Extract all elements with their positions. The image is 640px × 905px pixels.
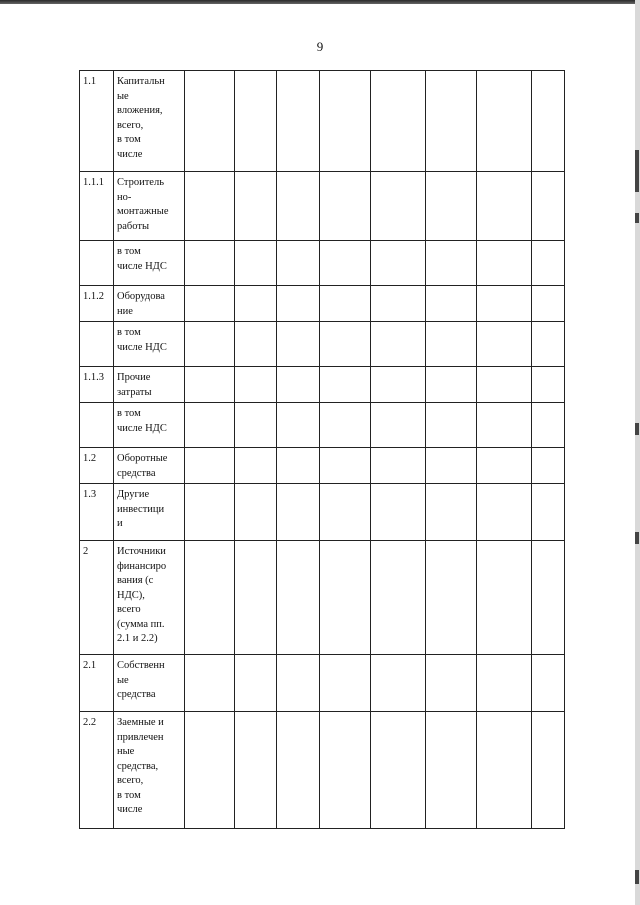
row-label: Заемные и привлечен ные средства, всего, в том числе (114, 712, 185, 829)
table-row (80, 322, 565, 367)
empty-cell (426, 403, 477, 448)
empty-cell (477, 541, 532, 655)
empty-cell (532, 712, 565, 829)
empty-cell (235, 71, 277, 172)
scan-mark (635, 423, 639, 435)
empty-cell (426, 322, 477, 367)
empty-cell (426, 655, 477, 712)
empty-cell (277, 712, 320, 829)
empty-cell (371, 367, 426, 403)
empty-cell (426, 367, 477, 403)
empty-cell (185, 541, 235, 655)
scan-mark (635, 532, 639, 544)
empty-cell (277, 367, 320, 403)
empty-cell (477, 241, 532, 286)
row-label: Оборудова ние (114, 286, 185, 322)
table-row (80, 655, 565, 712)
empty-cell (426, 71, 477, 172)
empty-cell (277, 71, 320, 172)
row-label: в том числе НДС (114, 241, 185, 286)
row-label: Источники финансиро вания (с НДС), всего (сумма пп. 2.1 и 2.2) (114, 541, 185, 655)
row-number: 1.2 (80, 448, 114, 484)
row-number (80, 241, 114, 286)
row-number: 1.1.1 (80, 172, 114, 241)
empty-cell (185, 241, 235, 286)
empty-cell (320, 712, 371, 829)
empty-cell (532, 484, 565, 541)
empty-cell (277, 484, 320, 541)
empty-cell (235, 484, 277, 541)
empty-cell (477, 172, 532, 241)
scan-right-edge (635, 0, 640, 905)
row-label: Капитальн ые вложения, всего, в том числе (114, 71, 185, 172)
row-label: Оборотные средства (114, 448, 185, 484)
table-row (80, 712, 565, 829)
empty-cell (185, 712, 235, 829)
empty-cell (235, 241, 277, 286)
table-row (80, 367, 565, 403)
empty-cell (426, 541, 477, 655)
empty-cell (532, 286, 565, 322)
empty-cell (185, 655, 235, 712)
table-body (80, 71, 565, 829)
empty-cell (371, 322, 426, 367)
empty-cell (185, 172, 235, 241)
empty-cell (235, 286, 277, 322)
row-number: 2 (80, 541, 114, 655)
scan-top-edge (0, 0, 640, 4)
empty-cell (185, 286, 235, 322)
scan-mark (635, 150, 639, 192)
empty-cell (426, 712, 477, 829)
empty-cell (371, 712, 426, 829)
row-number (80, 403, 114, 448)
row-number: 1.1 (80, 71, 114, 172)
empty-cell (371, 448, 426, 484)
scan-mark (635, 213, 639, 223)
empty-cell (477, 655, 532, 712)
empty-cell (371, 541, 426, 655)
empty-cell (277, 448, 320, 484)
empty-cell (532, 403, 565, 448)
table-row (80, 541, 565, 655)
empty-cell (277, 403, 320, 448)
empty-cell (477, 367, 532, 403)
empty-cell (532, 172, 565, 241)
empty-cell (277, 322, 320, 367)
row-label: в том числе НДС (114, 403, 185, 448)
empty-cell (477, 484, 532, 541)
row-number: 1.1.3 (80, 367, 114, 403)
page-number: 9 (316, 39, 324, 54)
empty-cell (426, 448, 477, 484)
empty-cell (320, 655, 371, 712)
empty-cell (320, 448, 371, 484)
table-row (80, 484, 565, 541)
empty-cell (235, 367, 277, 403)
empty-cell (185, 367, 235, 403)
empty-cell (426, 286, 477, 322)
empty-cell (320, 403, 371, 448)
row-number: 1.1.2 (80, 286, 114, 322)
empty-cell (277, 172, 320, 241)
table-row (80, 403, 565, 448)
empty-cell (185, 322, 235, 367)
empty-cell (371, 241, 426, 286)
row-number: 2.1 (80, 655, 114, 712)
empty-cell (532, 71, 565, 172)
empty-cell (235, 448, 277, 484)
empty-cell (320, 484, 371, 541)
empty-cell (277, 541, 320, 655)
empty-cell (320, 367, 371, 403)
table-row (80, 241, 565, 286)
empty-cell (532, 241, 565, 286)
table-row (80, 172, 565, 241)
empty-cell (477, 403, 532, 448)
empty-cell (320, 71, 371, 172)
empty-cell (532, 541, 565, 655)
empty-cell (277, 241, 320, 286)
empty-cell (532, 448, 565, 484)
empty-cell (320, 241, 371, 286)
empty-cell (371, 71, 426, 172)
empty-cell (371, 484, 426, 541)
empty-cell (277, 655, 320, 712)
row-label: Другие инвестици и (114, 484, 185, 541)
empty-cell (371, 286, 426, 322)
empty-cell (320, 286, 371, 322)
empty-cell (320, 322, 371, 367)
empty-cell (235, 172, 277, 241)
empty-cell (235, 322, 277, 367)
empty-cell (185, 71, 235, 172)
table-row (80, 448, 565, 484)
row-number: 2.2 (80, 712, 114, 829)
empty-cell (477, 448, 532, 484)
empty-cell (320, 541, 371, 655)
empty-cell (371, 403, 426, 448)
empty-cell (477, 71, 532, 172)
empty-cell (532, 322, 565, 367)
row-label: Собственн ые средства (114, 655, 185, 712)
empty-cell (185, 484, 235, 541)
row-label: Строитель но- монтажные работы (114, 172, 185, 241)
empty-cell (477, 322, 532, 367)
empty-cell (235, 655, 277, 712)
empty-cell (185, 448, 235, 484)
empty-cell (426, 484, 477, 541)
scan-mark (635, 870, 639, 884)
empty-cell (235, 541, 277, 655)
empty-cell (277, 286, 320, 322)
row-number: 1.3 (80, 484, 114, 541)
empty-cell (426, 241, 477, 286)
table-row (80, 286, 565, 322)
row-label: в том числе НДС (114, 322, 185, 367)
empty-cell (235, 403, 277, 448)
row-number (80, 322, 114, 367)
empty-cell (477, 712, 532, 829)
empty-cell (532, 655, 565, 712)
table-row (80, 71, 565, 172)
empty-cell (477, 286, 532, 322)
financing-table (79, 70, 565, 829)
empty-cell (371, 172, 426, 241)
empty-cell (532, 367, 565, 403)
empty-cell (371, 655, 426, 712)
empty-cell (185, 403, 235, 448)
empty-cell (235, 712, 277, 829)
empty-cell (320, 172, 371, 241)
row-label: Прочие затраты (114, 367, 185, 403)
empty-cell (426, 172, 477, 241)
